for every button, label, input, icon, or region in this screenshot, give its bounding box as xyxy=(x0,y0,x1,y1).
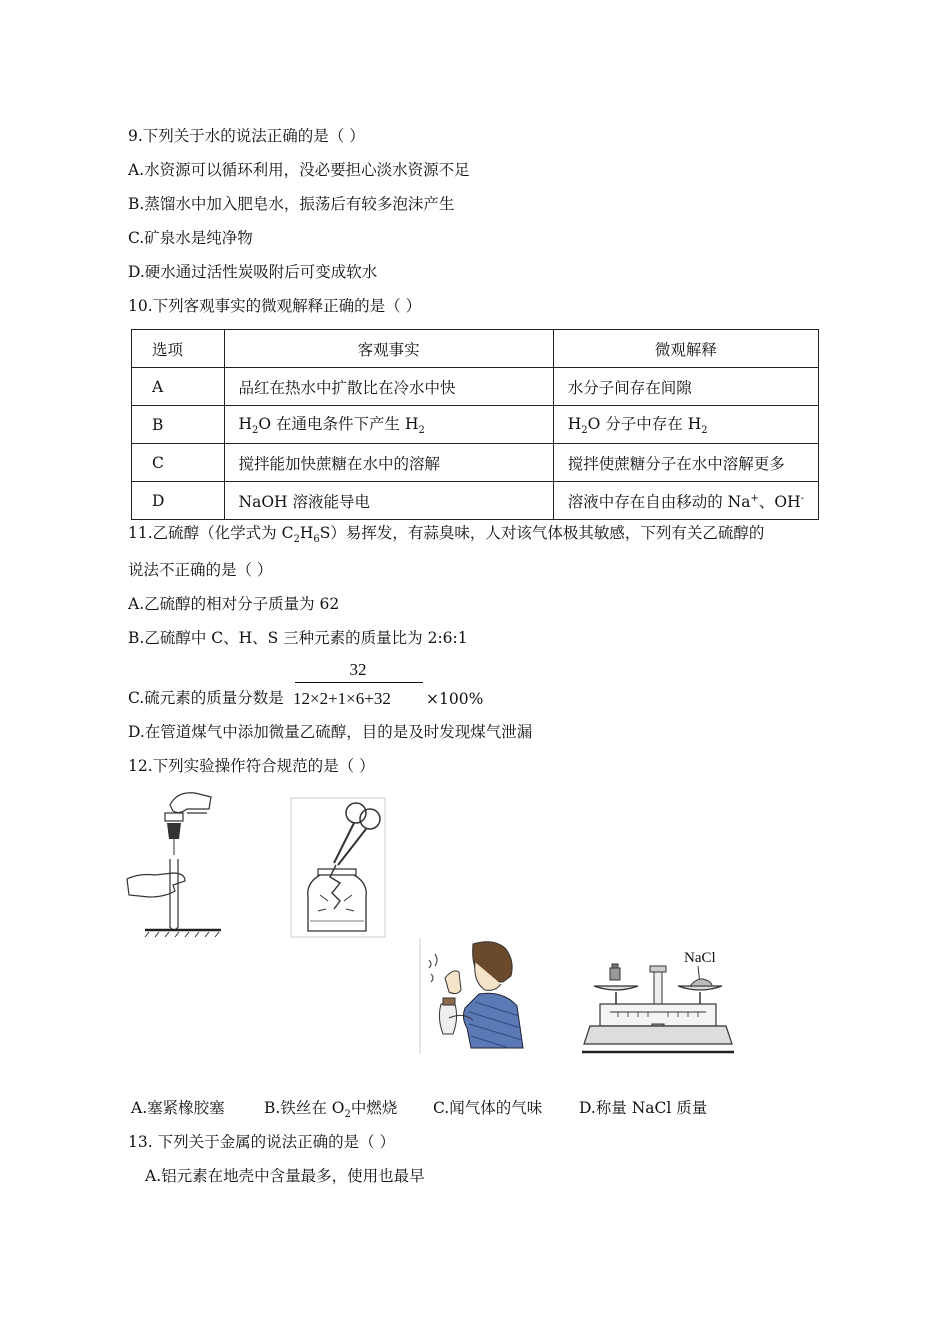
table-row xyxy=(132,444,819,482)
fraction-numerator: 32 xyxy=(349,660,367,679)
caption-a: A.塞紧橡胶塞 xyxy=(131,1099,225,1117)
row-c-fact: 搅拌能加快蔗糖在水中的溶解 xyxy=(224,444,553,482)
nacl-label: NaCl xyxy=(684,950,716,966)
row-b-fact: $H_2O$ 在通电条件下产生 $H_2$ xyxy=(224,406,553,444)
caption-b: B.铁丝在 $O_2$中燃烧 xyxy=(264,1099,398,1121)
header-explanation: 微观解释 xyxy=(553,330,818,368)
q9-option-a: A.水资源可以循环利用，没必要担心淡水资源不足 xyxy=(128,161,470,179)
q11-option-b: B.乙硫醇中 C、H、S 三种元素的质量比为 2:6:1 xyxy=(128,629,468,647)
iron-burning-figure xyxy=(290,797,388,939)
row-a-fact: 品红在热水中扩散比在冷水中快 xyxy=(224,368,553,406)
fraction-denominator: 12×2+1×6+32 xyxy=(293,689,391,708)
q9-option-d: D.硬水通过活性炭吸附后可变成软水 xyxy=(128,263,378,281)
q13-option-a: A.铝元素在地壳中含量最多，使用也最早 xyxy=(145,1167,425,1185)
smelling-gas-figure xyxy=(419,938,529,1056)
row-b-option: B xyxy=(132,406,225,444)
q12-stem: 12.下列实验操作符合规范的是（ ） xyxy=(128,757,375,775)
row-a-option: A xyxy=(132,368,225,406)
q11-stem-line2: 说法不正确的是（ ） xyxy=(128,561,273,579)
mass-fraction-formula xyxy=(293,660,423,709)
q11-option-c-label: C.硫元素的质量分数是 xyxy=(128,689,284,707)
table-row xyxy=(132,406,819,444)
row-c-explanation: 搅拌使蔗糖分子在水中溶解更多 xyxy=(553,444,818,482)
row-c-option: C xyxy=(132,444,225,482)
row-a-explanation: 水分子间存在间隙 xyxy=(553,368,818,406)
table-row xyxy=(132,368,819,406)
q9-option-c: C.矿泉水是纯净物 xyxy=(128,229,253,247)
header-option: 选项 xyxy=(132,330,225,368)
q9-stem: 9.下列关于水的说法正确的是（ ） xyxy=(128,127,365,145)
q11-stem: 11.乙硫醇（化学式为 $C_2H_6S$）易挥发，有蒜臭味，人对该气体极其敏感，下列有关乙硫醇的 xyxy=(128,524,765,546)
q12-captions xyxy=(131,1098,707,1125)
caption-c: C.闻气体的气味 xyxy=(433,1099,543,1117)
row-d-option: D xyxy=(132,482,225,520)
q10-table xyxy=(131,329,819,520)
q11-option-a: A.乙硫醇的相对分子质量为 62 xyxy=(128,595,340,613)
stopper-insertion-figure xyxy=(125,787,225,937)
caption-d: D.称量 NaCl 质量 xyxy=(579,1099,708,1117)
balance-weighing-figure xyxy=(580,944,736,1056)
q9-option-b: B.蒸馏水中加入肥皂水，振荡后有较多泡沫产生 xyxy=(128,195,455,213)
table-row xyxy=(132,482,819,520)
header-fact: 客观事实 xyxy=(224,330,553,368)
q13-stem: 13. 下列关于金属的说法正确的是（ ） xyxy=(128,1133,396,1151)
q10-stem: 10.下列客观事实的微观解释正确的是（ ） xyxy=(128,297,422,315)
row-d-explanation: 溶液中存在自由移动的 Na+、OH- xyxy=(553,482,818,520)
q11-option-d: D.在管道煤气中添加微量乙硫醇，目的是及时发现煤气泄漏 xyxy=(128,723,533,741)
q11-option-c-tail: ×100% xyxy=(426,690,484,708)
row-d-fact: NaOH 溶液能导电 xyxy=(224,482,553,520)
table-header-row xyxy=(132,330,819,368)
row-b-explanation: $H_2O$ 分子中存在 $H_2$ xyxy=(553,406,818,444)
